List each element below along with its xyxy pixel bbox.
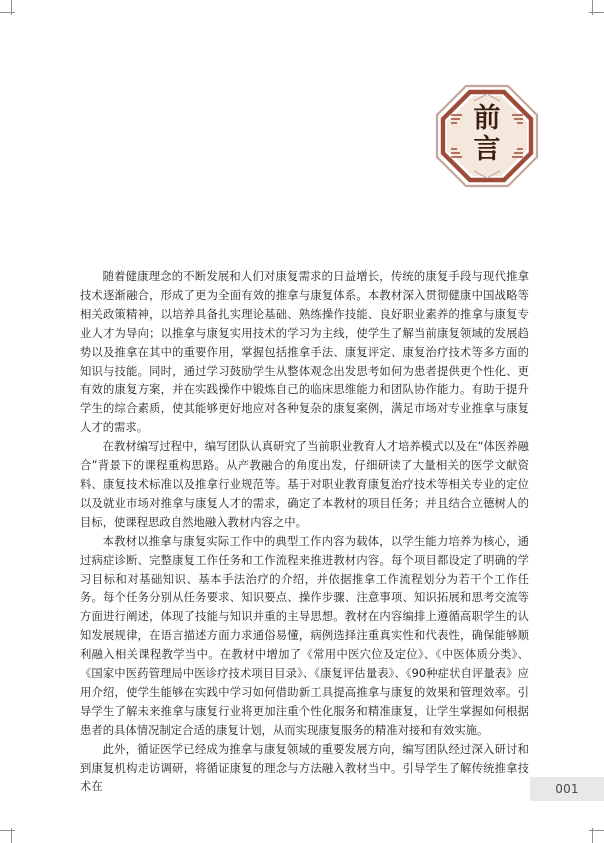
chapter-emblem [435,84,539,188]
crop-mark [0,830,15,831]
crop-mark [592,0,593,15]
preface-title-line-2: 言 [473,134,501,165]
page-number: 001 [555,782,579,796]
preface-paragraph: 本教材以推拿与康复实际工作中的典型工作内容为载体，以学生能力培养为核心，通过病症诊断、完整康复工作任务和工作流程来推进教材内容。每个项目都设定了明确的学习目标和对基础知识、基本手法治疗的介绍，并依据推拿工作流程划分为若干个工作任务。每个任务分别从任务要求、知识要点、操作步骤、注意事项、知识拓展和思考交流等方面进行阐述，体现了技能与知识并重的主导思想。教材在内容编排上遵循高职学生的认知发展规律，在语言描述方面力求通俗易懂，病例选择注重真实性和代表性，确保能够顺利融入相关课程教学当中。在教材中增加了《常用中医穴位及定位》、《中医体质分类》、《国家中医药管理局中医诊疗技术项目目录》、《康复评估量表》、《90种症状自评量表》应用介绍，使学生能够在实践中学习如何借助新工具提高推拿与康复的效果和管理效率。引导学生了解未来推拿与康复行业将更加注重个性化服务和精准康复，让学生掌握如何根据患者的具体情况制定合适的康复计划，从而实现康复服务的精准对接和有效实施。 [80,534,529,737]
preface-paragraph: 在教材编写过程中，编写团队认真研究了当前职业教育人才培养模式以及在“体医养融合”背景下的课程重构思路。从产教融合的角度出发，仔细研读了大量相关的医学文献资料、康复技术标准以及推拿行业规范等。基于对职业教育康复治疗技术等相关专业的定位以及就业市场对推拿与康复人才的需求，确定了本教材的项目任务；并且结合立德树人的目标，使课程思政自然地融入教材内容之中。 [80,440,529,529]
crop-mark [592,828,593,843]
preface-title-line-1: 前 [473,103,501,134]
preface-paragraph: 随着健康理念的不断发展和人们对康复需求的日益增长，传统的康复手段与现代推拿技术逐渐融合，形成了更为全面有效的推拿与康复体系。本教材深入贯彻健康中国战略等相关政策精神，以培养具备扎实理论基础、熟练操作技能、良好职业素养的推拿与康复专业人才为导向；以推拿与康复实用技术的学习为主线，使学生了解当前康复领域的发展趋势以及推拿在其中的重要作用，掌握包括推拿手法、康复评定、康复治疗技术等多方面的知识与技能。同时，通过学习鼓励学生从整体观念出发思考如何为患者提供更个性化、更有效的康复方案，并在实践操作中锻炼自己的临床思维能力和团队协作能力。有助于提升学生的综合素质，使其能够更好地应对各种复杂的康复案例，满足市场对专业推拿与康复人才的需求。 [80,270,529,435]
preface-body [80,268,529,797]
preface-title [435,94,539,178]
crop-mark [11,828,12,843]
crop-mark [11,0,12,15]
page-number-tab [530,777,604,801]
preface-paragraph: 此外，循证医学已经成为推拿与康复领域的重要发展方向，编写团队经过深入研讨和到康复机构走访调研，将循证康复的理念与方法融入教材当中。引导学生了解传统推拿技术在 [80,742,529,794]
crop-mark [0,12,15,13]
